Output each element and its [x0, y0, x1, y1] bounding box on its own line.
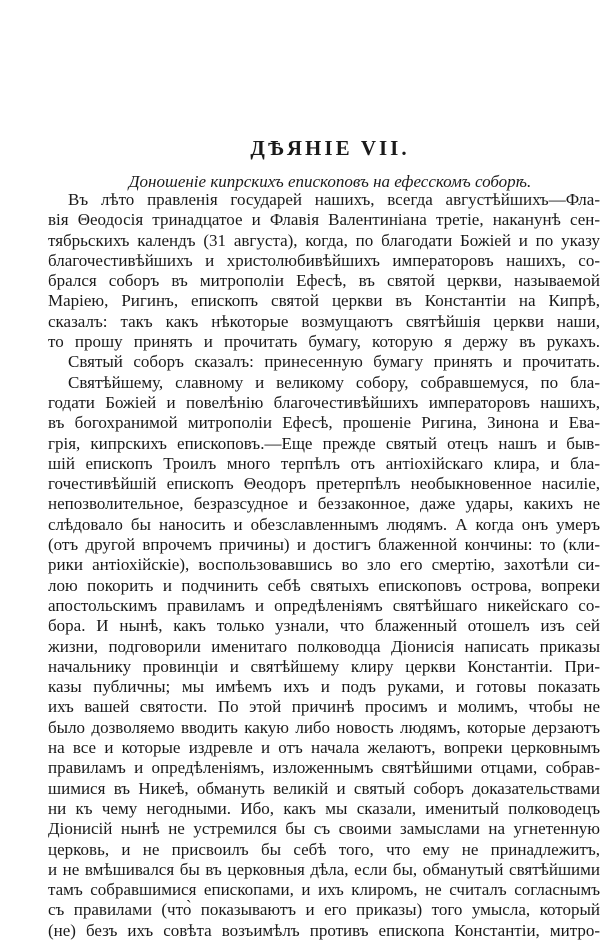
text-line: годати Божіей и повелѣнію благочестивѣйшихъ императоровъ нашихъ, [48, 392, 600, 412]
text-line: съ правилами (что̀ показываютъ и его приказы) того умысла, который [48, 900, 600, 920]
text-line: Святѣйшему, славному и великому собору, собравшемуся, по бла- [68, 372, 600, 392]
text-line: ихъ вашей святости. По этой причинѣ просимъ и молимъ, чтобы не [48, 697, 600, 717]
text-line: было дозволяемо вводить какую либо новость людямъ, которые дерзаютъ [48, 717, 600, 737]
text-line: Маріею, Ригинъ, епископъ святой церкви въ Константіи на Кипрѣ, [48, 291, 600, 311]
text-line: слѣдовало бы наносить и обезславленнымъ людямъ. А когда онъ умеръ [48, 514, 600, 534]
text-line: гочестивѣйшій епископъ Θеодоръ претерпѣлъ необыкновенное насиліе, [48, 474, 600, 494]
text-line: лою покорить и подчинить себѣ святыхъ епископовъ острова, вопреки [48, 575, 600, 595]
text-line: (отъ другой впрочемъ причины) и достигъ блаженной кончины: то (кли- [48, 535, 600, 555]
text-line: ни къ чему негодными. Ибо, какъ мы сказали, именитый полководецъ [48, 798, 600, 818]
text-line: Діонисій нынѣ не устремился бы съ своими замыслами на угнетенную [48, 819, 600, 839]
page-title: ДѢЯНІЕ VII. [250, 136, 410, 160]
text-line: и не вмѣшивался бы въ церковныя дѣла, если бы, обманутый святѣйшими [48, 859, 600, 879]
text-line: тябрьскихъ календъ (31 августа), когда, по благодати Божіей и по указу [48, 230, 600, 250]
body-text [48, 190, 600, 941]
text-line: Въ лѣто правленія государей нашихъ, всегда августѣйшихъ—Фла- [68, 190, 600, 209]
page-subtitle: Доношеніе кипрскихъ епископовъ на ефесскомъ соборѣ. [128, 172, 532, 191]
text-line: въ богохранимой митрополіи Ефесѣ, прошеніе Ригина, Зинона и Ева- [48, 413, 600, 433]
text-line: брался соборъ въ митрополіи Ефесѣ, въ святой церкви, называемой [48, 271, 600, 291]
text-line: на все и которые издревле и отъ начала желаютъ, вопреки церковнымъ [48, 738, 600, 758]
text-line: (не) безъ ихъ совѣта возъимѣлъ противъ епископа Константіи, митро- [48, 920, 600, 940]
text-line: грія, кипрскихъ епископовъ.—Еще прежде святый отецъ нашъ и быв- [48, 433, 600, 453]
text-line: церковь, и не присвоилъ бы себѣ того, что ему не принадлежитъ, [48, 839, 600, 859]
text-line: начальнику провинціи и святѣйшему клиру церкви Константіи. При- [48, 656, 600, 676]
text-line: вія Θеодосія тринадцатое и Флавія Валентиніана третіе, наканунѣ сен- [48, 210, 600, 230]
text-line: бора. И нынѣ, какъ только узнали, что блаженный отошелъ изъ сей [48, 616, 600, 636]
text-line: непозволительное, безразсудное и беззаконное, даже удары, какихъ не [48, 494, 600, 514]
text-line: Святый соборъ сказалъ: принесенную бумагу принять и прочитать. [68, 352, 600, 372]
text-line: казы публичны; мы имѣемъ ихъ и подъ руками, и готовы показать [48, 677, 600, 697]
text-line: благочестивѣйшихъ и христолюбивѣйшихъ императоровъ нашихъ, со- [48, 250, 600, 270]
text-line: тамъ собравшимися епископами, и ихъ клиромъ, не считалъ согласнымъ [48, 880, 600, 900]
text-line: сказалъ: такъ какъ нѣкоторые возмущаютъ святѣйшія церкви наши, [48, 311, 600, 331]
text-line: шимися въ Никеѣ, обмануть великій и святый соборъ доказательствами [48, 778, 600, 798]
text-line: рики антіохійскіе), воспользовавшись во зло его смертію, захотѣли си- [48, 555, 600, 575]
text-line: то прошу принять и прочитать бумагу, которую я держу въ рукахъ. [48, 332, 600, 352]
text-line: правиламъ и опредѣленіямъ, изложеннымъ святѣйшими отцами, собрав- [48, 758, 600, 778]
text-line: шій епископъ Троилъ много терпѣлъ отъ антіохійскаго клира, и бла- [48, 453, 600, 473]
text-line: жизни, подговорили именитаго полководца Діонисія написать приказы [48, 636, 600, 656]
text-line: апостольскимъ правиламъ и опредѣленіямъ святѣйшаго никейскаго со- [48, 595, 600, 615]
